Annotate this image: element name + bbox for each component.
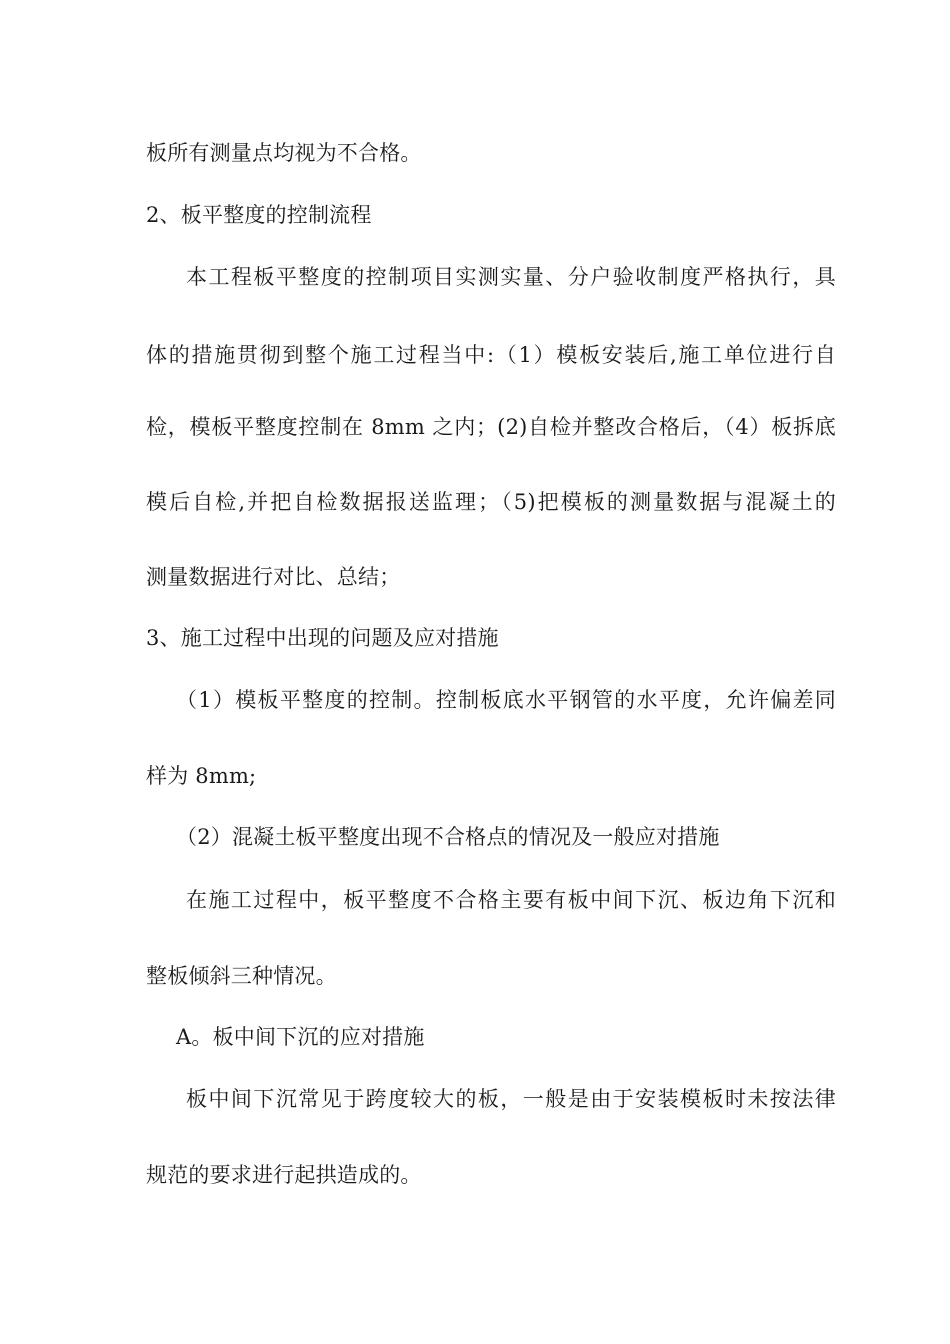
paragraph-line: 体的措施贯彻到整个施工过程当中:（1）模板安装后,施工单位进行自 [146, 343, 836, 367]
paragraph-line: 在施工过程中，板平整度不合格主要有板中间下沉、板边角下沉和 [186, 888, 836, 912]
section-heading-2: 2、板平整度的控制流程 [146, 203, 372, 227]
paragraph-line: 模后自检,并把自检数据报送监理；（5)把模板的测量数据与混凝土的 [146, 490, 836, 514]
paragraph-continuation: 板所有测量点均视为不合格。 [146, 141, 422, 165]
paragraph-line: 本工程板平整度的控制项目实测实量、分户验收制度严格执行，具 [186, 265, 836, 289]
subsection-heading: （2）混凝土板平整度出现不合格点的情况及一般应对措施 [176, 825, 720, 849]
paragraph-line: （1）模板平整度的控制。控制板底水平钢管的水平度，允许偏差同 [176, 688, 836, 712]
paragraph-line: 样为 8mm; [146, 764, 257, 788]
paragraph-line: 测量数据进行对比、总结； [146, 565, 401, 589]
paragraph-line: 检，模板平整度控制在 8mm 之内；(2)自检并整改合格后，（4）板拆底 [146, 415, 836, 439]
paragraph-line: 规范的要求进行起拱造成的。 [146, 1163, 422, 1187]
paragraph-line: 整板倾斜三种情况。 [146, 964, 337, 988]
section-heading-3: 3、施工过程中出现的问题及应对措施 [146, 626, 499, 650]
paragraph-line: 板中间下沉常见于跨度较大的板，一般是由于安装模板时未按法律 [186, 1087, 836, 1111]
subsection-heading: A。板中间下沉的应对措施 [176, 1025, 425, 1049]
